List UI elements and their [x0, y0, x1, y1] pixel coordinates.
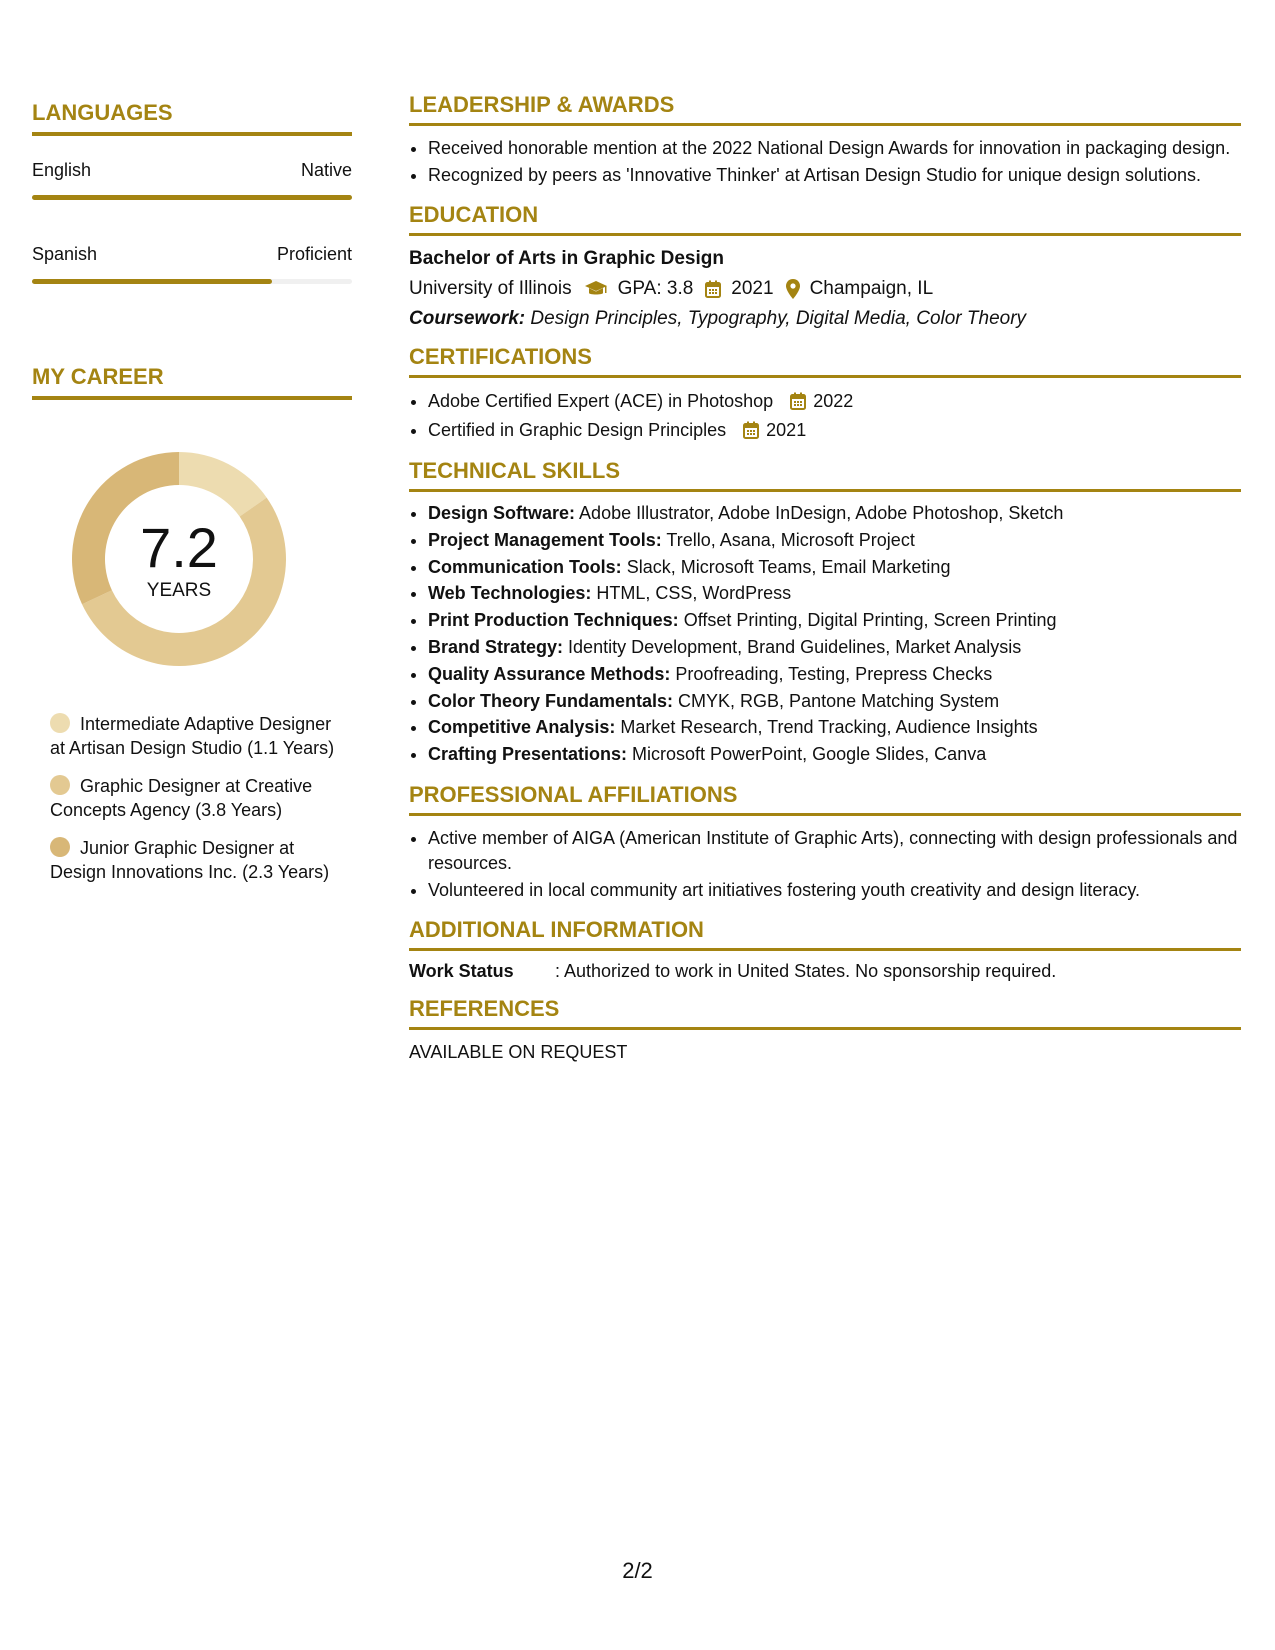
skill-label: Crafting Presentations: [428, 744, 628, 765]
gpa: GPA: 3.8 [617, 278, 694, 299]
graduation-year: 2021 [731, 278, 774, 299]
list-item: • Recognized by peers as 'Innovative Thinker' at Artisan Design Studio for unique design solutions. [428, 163, 1241, 188]
career-legend-label: Intermediate Adaptive Designer at Artisan Design Studio (1.1 Years) [50, 714, 335, 758]
leadership-section [409, 92, 1241, 188]
references-section [409, 996, 1241, 1063]
list-item: • Received honorable mention at the 2022 National Design Awards for innovation in packaging design. [428, 136, 1241, 161]
skill-value: Slack, Microsoft Teams, Email Marketing [626, 556, 951, 577]
skill-item [428, 688, 1241, 715]
language-proficiency-fill [32, 279, 272, 284]
language-proficiency-bar [32, 195, 352, 200]
skill-value: Trello, Asana, Microsoft Project [666, 529, 915, 550]
language-name: English [32, 160, 92, 180]
language-level: Native [300, 160, 352, 180]
skill-value: Offset Printing, Digital Printing, Screen Printing [683, 610, 1057, 631]
education-heading: EDUCATION [409, 202, 1241, 236]
skills-section [409, 458, 1241, 768]
work-status-label: Work Status [409, 960, 514, 981]
leadership-heading: LEADERSHIP & AWARDS [409, 92, 1241, 126]
career-legend-item [50, 774, 340, 822]
career-donut-chart [64, 444, 294, 674]
career-heading: MY CAREER [32, 364, 352, 400]
skill-value: Market Research, Trend Tracking, Audience Insights [620, 717, 1038, 738]
additional-heading: ADDITIONAL INFORMATION [409, 917, 1241, 951]
skill-label: Color Theory Fundamentals: [428, 690, 674, 711]
skill-value: HTML, CSS, WordPress [596, 583, 792, 604]
career-total-unit: YEARS [146, 580, 212, 601]
list-item: • Volunteered in local community art initiatives fostering youth creativity and design literacy. [428, 878, 1241, 903]
affiliations-heading: PROFESSIONAL AFFILIATIONS [409, 782, 1241, 816]
languages-heading: LANGUAGES [32, 100, 352, 136]
career-legend-item [50, 712, 340, 760]
skill-item [428, 607, 1241, 634]
language-proficiency-bar [32, 279, 352, 284]
coursework [409, 308, 1241, 330]
skill-item [428, 527, 1241, 554]
work-status-value: : Authorized to work in United States. No sponsorship required. [555, 960, 1057, 981]
additional-section [409, 917, 1241, 982]
skill-value: CMYK, RGB, Pantone Matching System [678, 690, 1000, 711]
page-number: 2/2 [622, 1558, 653, 1583]
skill-item [428, 714, 1241, 741]
skill-label: Communication Tools: [428, 556, 622, 577]
graduation-cap-icon [584, 280, 608, 298]
sidebar [32, 100, 352, 898]
career-legend-label: Junior Graphic Designer at Design Innovations Inc. (2.3 Years) [50, 838, 330, 882]
career-legend-item [50, 836, 340, 884]
skill-item [428, 500, 1241, 527]
skill-item [428, 634, 1241, 661]
certification-year: 2022 [813, 391, 854, 411]
skills-heading: TECHNICAL SKILLS [409, 458, 1241, 492]
career-total-years: 7.2 [140, 516, 218, 579]
skill-value: Proofreading, Testing, Prepress Checks [675, 663, 993, 684]
degree-title: Bachelor of Arts in Graphic Design [409, 248, 724, 269]
school-name: University of Illinois [409, 278, 572, 299]
skill-label: Design Software: [428, 503, 576, 523]
calendar-icon [790, 392, 806, 410]
calendar-icon [705, 280, 721, 298]
coursework-list: Design Principles, Typography, Digital Media, Color Theory [530, 308, 1027, 329]
references-text: AVAILABLE ON REQUEST [409, 1041, 628, 1062]
list-item [428, 388, 1241, 415]
skill-label: Competitive Analysis: [428, 717, 616, 738]
language-name: Spanish [32, 244, 98, 264]
career-legend [50, 712, 340, 884]
skill-item [428, 580, 1241, 607]
certifications-heading: CERTIFICATIONS [409, 344, 1241, 378]
certification-name: Adobe Certified Expert (ACE) in Photoshop [428, 391, 774, 411]
skill-item [428, 554, 1241, 581]
list-item [428, 417, 1241, 444]
skill-label: Web Technologies: [428, 583, 592, 604]
skill-label: Print Production Techniques: [428, 610, 679, 631]
skill-value: Identity Development, Brand Guidelines, Market Analysis [568, 636, 1022, 657]
affiliations-section [409, 782, 1241, 903]
education-section [409, 202, 1241, 330]
references-heading: REFERENCES [409, 996, 1241, 1030]
certification-year: 2021 [766, 420, 807, 440]
location-pin-icon [786, 279, 800, 299]
language-item [32, 160, 352, 200]
skill-label: Quality Assurance Methods: [428, 663, 671, 684]
coursework-label: Coursework: [409, 308, 526, 329]
skill-label: Project Management Tools: [428, 529, 662, 550]
main-content [409, 92, 1241, 1077]
skill-label: Brand Strategy: [428, 636, 564, 657]
language-item [32, 244, 352, 284]
skill-value: Adobe Illustrator, Adobe InDesign, Adobe Photoshop, Sketch [579, 503, 1064, 523]
skill-item [428, 661, 1241, 688]
legend-dot-icon [50, 837, 70, 857]
language-level: Proficient [276, 244, 352, 264]
skill-item [428, 741, 1241, 768]
legend-dot-icon [50, 713, 70, 733]
legend-dot-icon [50, 775, 70, 795]
certifications-section [409, 344, 1241, 444]
language-proficiency-fill [32, 195, 352, 200]
certification-name: Certified in Graphic Design Principles [428, 420, 727, 440]
calendar-icon [743, 421, 759, 439]
skill-value: Microsoft PowerPoint, Google Slides, Canva [632, 744, 987, 765]
school-location: Champaign, IL [809, 278, 934, 299]
list-item: • Active member of AIGA (American Institute of Graphic Arts), connecting with design professionals and resources. [428, 826, 1241, 876]
career-legend-label: Graphic Designer at Creative Concepts Agency (3.8 Years) [50, 776, 313, 820]
